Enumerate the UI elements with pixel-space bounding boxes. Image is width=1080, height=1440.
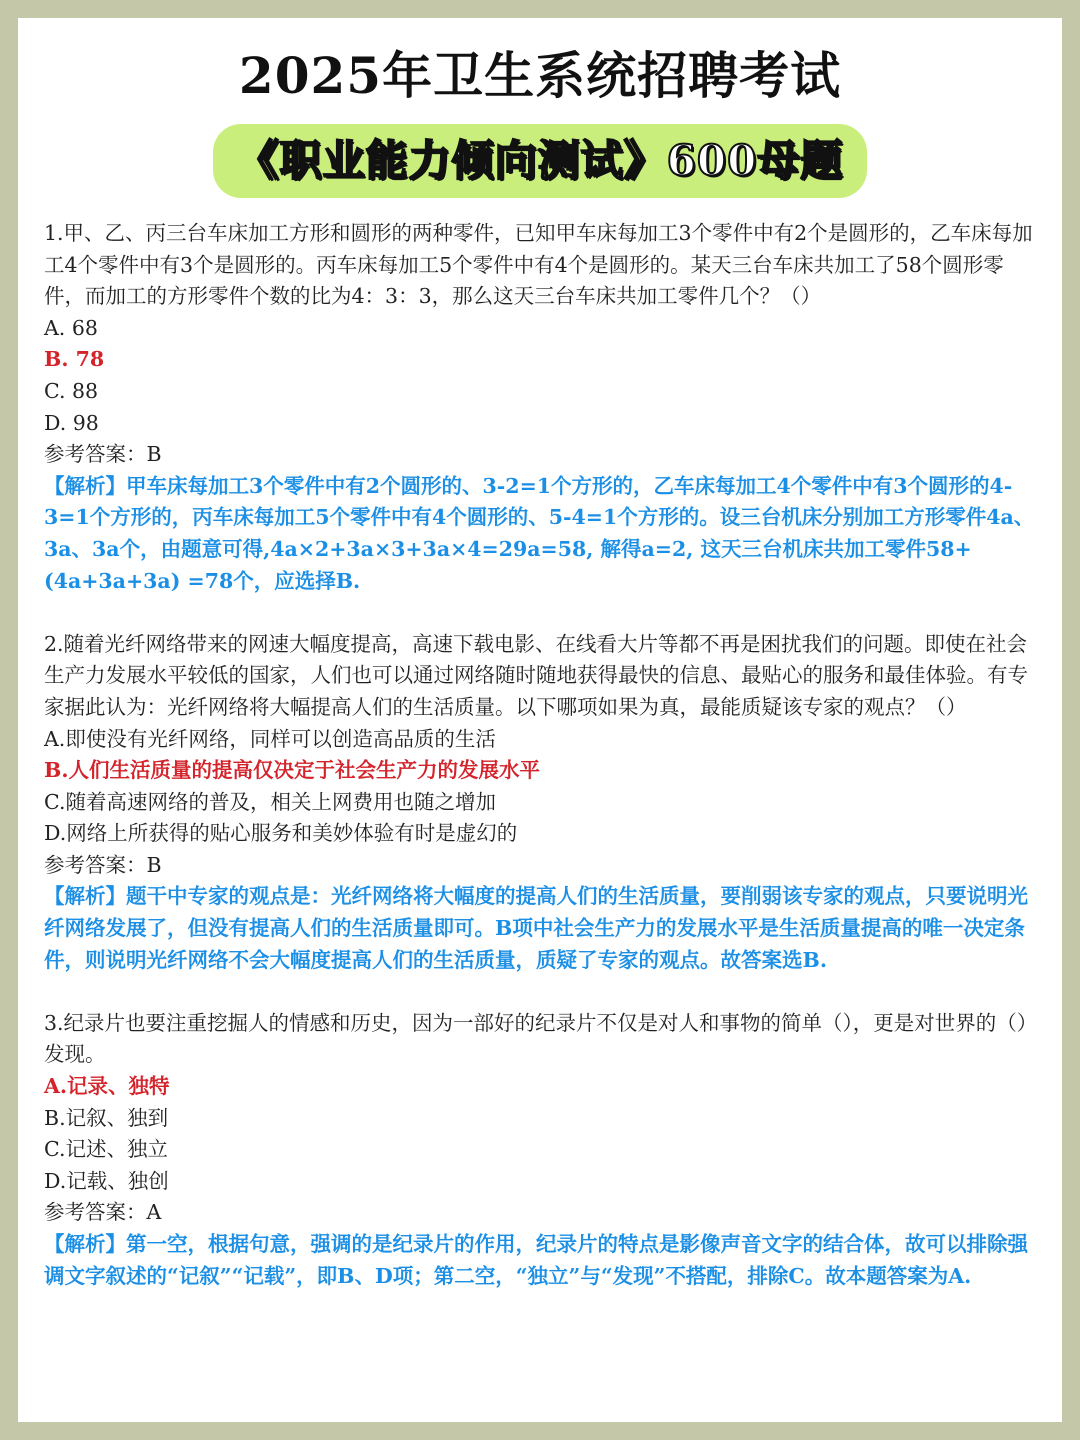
- option-b: B.记叙、独到: [44, 1105, 169, 1130]
- question-list: [44, 218, 1036, 1292]
- question-block: [44, 629, 1036, 977]
- banner-container: [44, 124, 1036, 198]
- reference-answer: 参考答案：B: [44, 442, 162, 467]
- option-a-correct: A.记录、独特: [44, 1074, 170, 1099]
- analysis-text: 【解析】第一空，根据句意，强调的是纪录片的作用，纪录片的特点是影像声音文字的结合体，故可以排除强调文字叙述的“记叙”“记载”，即B、D项；第二空，“独立”与“发现”不搭配，排除C。故本题答案为A.: [44, 1232, 1028, 1288]
- reference-answer: 参考答案：A: [44, 1200, 162, 1225]
- option-c: C.记述、独立: [44, 1137, 168, 1162]
- page-title: 2025年卫生系统招聘考试: [238, 46, 842, 105]
- option-d: D. 98: [44, 410, 99, 435]
- spacer: [44, 597, 1036, 629]
- option-b-correct: B.人们生活质量的提高仅决定于社会生产力的发展水平: [44, 758, 540, 783]
- option-c: C. 88: [44, 378, 99, 403]
- option-a: A. 68: [44, 315, 98, 340]
- option-b-correct: B. 78: [44, 347, 105, 372]
- option-d: D.网络上所获得的贴心服务和美妙体验有时是虚幻的: [44, 821, 518, 846]
- question-stem: 1.甲、乙、丙三台车床加工方形和圆形的两种零件，已知甲车床每加工3个零件中有2个是圆形的，乙车床每加工4个零件中有3个是圆形的。丙车床每加工5个零件中有4个是圆形的。某天三台车床共加工了58个圆形零件，而加工的方形零件个数的比为4：3：3，那么这天三台车床共加工零件几个？（）: [44, 221, 1033, 309]
- option-d: D.记载、独创: [44, 1168, 169, 1193]
- page-card: [18, 18, 1062, 1422]
- reference-answer: 参考答案：B: [44, 852, 162, 877]
- option-c: C.随着高速网络的普及，相关上网费用也随之增加: [44, 789, 496, 814]
- analysis-text: 【解析】题干中专家的观点是：光纤网络将大幅度的提高人们的生活质量，要削弱该专家的观点，只要说明光纤网络发展了，但没有提高人们的生活质量即可。B项中社会生产力的发展水平是生活质量提高的唯一决定条件，则说明光纤网络不会大幅度提高人们的生活质量，质疑了专家的观点。故答案选B.: [44, 884, 1028, 972]
- analysis-text: 【解析】甲车床每加工3个零件中有2个圆形的、3-2=1个方形的，乙车床每加工4个零件中有3个圆形的4-3=1个方形的，丙车床每加工5个零件中有4个圆形的、5-4=1个方形的。设三台机床分别加工方形零件4a、3a、3a个，由题意可得,4a×2+3a×3+3a×4=29a=58, 解得a=2, 这天三台机床共加工零件58+(4a+3a+3a) =78个，应选择B.: [44, 473, 1035, 593]
- spacer: [44, 976, 1036, 1008]
- option-a: A.即使没有光纤网络，同样可以创造高品质的生活: [44, 726, 496, 751]
- question-block: [44, 1008, 1036, 1292]
- question-stem: 2.随着光纤网络带来的网速大幅度提高，高速下载电影、在线看大片等都不再是困扰我们的问题。即使在社会生产力发展水平较低的国家，人们也可以通过网络随时随地获得最快的信息、最贴心的服务和最佳体验。有专家据此认为：光纤网络将大幅提高人们的生活质量。以下哪项如果为真，最能质疑该专家的观点？（）: [44, 631, 1028, 719]
- question-stem: 3.纪录片也要注重挖掘人的情感和历史，因为一部好的纪录片不仅是对人和事物的简单（），更是对世界的（）发现。: [44, 1010, 1028, 1067]
- question-block: [44, 218, 1036, 597]
- subtitle-banner: 《职业能力倾向测试》600母题: [213, 124, 868, 198]
